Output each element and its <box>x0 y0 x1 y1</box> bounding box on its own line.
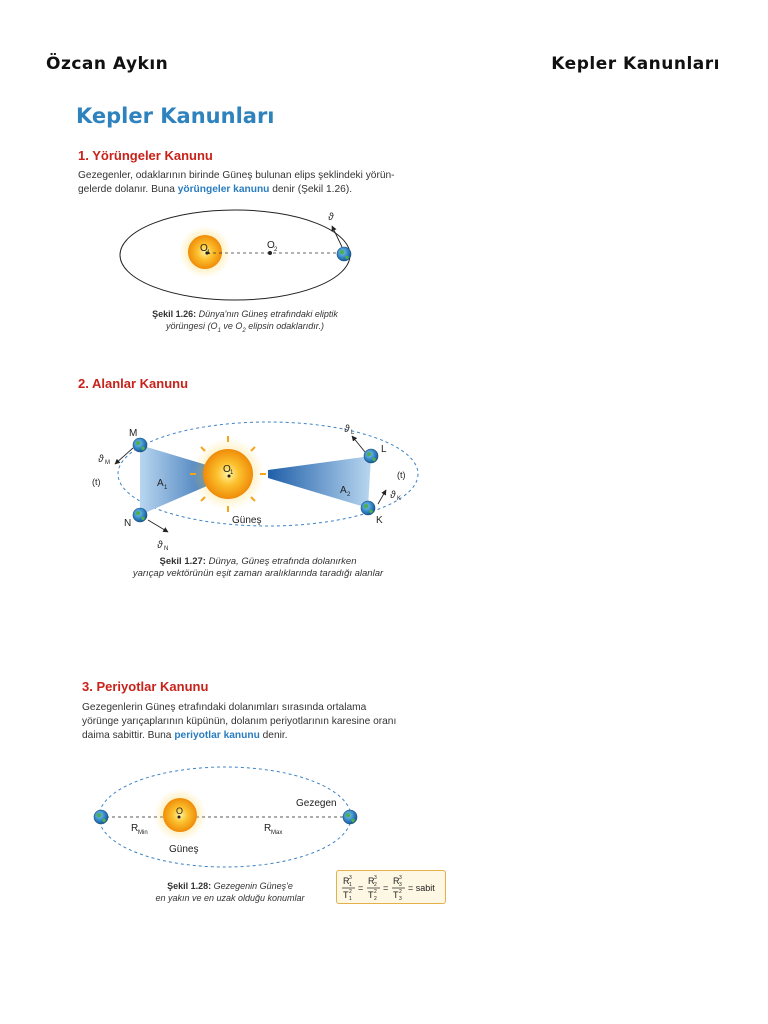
earth-icon <box>337 247 351 261</box>
planet-label: Gezegen <box>296 798 337 809</box>
focus-label: O <box>267 240 275 251</box>
document-title: Kepler Kanunları <box>551 54 720 74</box>
svg-text:3: 3 <box>399 882 402 888</box>
earth-icon <box>361 501 375 515</box>
svg-text:R: R <box>368 876 375 886</box>
svg-text:3: 3 <box>399 896 402 902</box>
velocity-arrow-k <box>378 490 386 504</box>
velocity-arrow-n <box>148 520 168 532</box>
figure-caption-1-28: Şekil 1.28: Gezegenin Güneş'e en yakın ve en uzak olduğu konumlar <box>155 881 305 903</box>
r-max-sub: Max <box>271 830 283 836</box>
velocity-label: ϑ <box>157 540 163 551</box>
formula-graphic <box>337 871 445 903</box>
velocity-label: ϑ <box>98 454 104 465</box>
author-name: Özcan Aykın <box>46 54 169 74</box>
areas-diagram <box>88 412 418 557</box>
point-label-m: M <box>129 428 138 439</box>
earth-icon <box>94 810 108 824</box>
area-label-sub: 1 <box>164 485 168 491</box>
section-title-orbits: 1. Yörüngeler Kanunu <box>78 148 213 163</box>
svg-text:2: 2 <box>374 889 377 895</box>
focus-label: O <box>176 806 184 816</box>
area-label: A <box>340 485 347 496</box>
velocity-label-sub: K <box>397 496 402 502</box>
figure-caption-1-27: Şekil 1.27: Dünya, Güneş etrafında dolanırken yarıçap vektörünün eşit zaman aralıklarında taradığı alanlar <box>132 556 384 579</box>
section-text-periods: Gezegenlerin Güneş etrafındaki dolanımları sırasında ortalama yörünge yarıçaplarının küpünün, dolanım periyotlarının karesine oranı daima sabittir. Buna periyotlar kanunu denir. <box>82 702 397 741</box>
svg-text:= sabit: = sabit <box>408 883 435 893</box>
svg-text:R: R <box>343 876 350 886</box>
svg-text:2: 2 <box>349 889 352 895</box>
time-label: (t) <box>397 470 406 480</box>
svg-text:3: 3 <box>399 875 402 881</box>
page-title: Kepler Kanunları <box>76 104 275 128</box>
svg-text:R: R <box>393 876 400 886</box>
earth-icon <box>343 810 357 824</box>
svg-text:=: = <box>383 883 389 893</box>
sun-label: Güneş <box>232 515 262 526</box>
point-label-n: N <box>124 518 132 529</box>
svg-text:2: 2 <box>374 882 377 888</box>
earth-icon <box>133 508 147 522</box>
elliptical-orbit <box>120 210 350 300</box>
earth-icon <box>133 438 147 452</box>
velocity-label: ϑ <box>328 212 334 223</box>
highlight-term: periyotlar kanunu <box>174 730 260 741</box>
section-text-orbits: Gezegenler, odaklarının birinde Güneş bulunan elips şeklindeki yörün- gelerde dolanır. Buna yörüngeler kanunu denir (Şekil 1.26). <box>78 170 395 195</box>
section-title-periods: 3. Periyotlar Kanunu <box>82 679 209 694</box>
kepler-third-law-formula <box>336 870 446 904</box>
focus-label-sub: 1 <box>230 470 234 476</box>
focus-label-sub: 1 <box>207 250 211 256</box>
velocity-arrow-l <box>352 436 365 452</box>
swept-area-a2 <box>268 456 371 508</box>
highlight-term: yörüngeler kanunu <box>177 184 270 195</box>
svg-text:T: T <box>393 890 399 900</box>
svg-text:T: T <box>343 890 349 900</box>
svg-text:=: = <box>358 883 364 893</box>
r-min-sub: Min <box>138 830 148 836</box>
svg-text:3: 3 <box>374 875 377 881</box>
focus-label: O <box>200 243 208 254</box>
point-label-k: K <box>376 515 383 526</box>
point-label-l: L <box>381 444 387 455</box>
time-label: (t) <box>92 477 101 487</box>
sun-label: Güneş <box>169 844 199 855</box>
svg-text:2: 2 <box>399 889 402 895</box>
focus-point <box>268 251 272 255</box>
velocity-arrow-m <box>115 448 133 464</box>
figure-caption-1-26: Şekil 1.26: Dünya'nın Güneş etrafındaki eliptik yörüngesi ($O_1$ ve $O_2$ elipsin odaklarıdır.) <box>152 309 338 334</box>
r-min-label: R <box>131 823 139 834</box>
focus-label: O <box>223 464 231 475</box>
area-label-sub: 2 <box>347 492 351 498</box>
svg-text:T: T <box>368 890 374 900</box>
orbit-diagram <box>110 200 380 305</box>
velocity-label-sub: M <box>105 460 110 466</box>
periods-diagram <box>88 760 368 870</box>
svg-text:2: 2 <box>374 896 377 902</box>
focus-label-sub: 2 <box>274 247 278 253</box>
earth-icon <box>364 449 378 463</box>
area-label: A <box>157 478 164 489</box>
velocity-label-sub: N <box>164 546 169 552</box>
velocity-label: ϑ <box>344 424 350 435</box>
svg-text:1: 1 <box>349 896 352 902</box>
svg-text:1: 1 <box>349 882 352 888</box>
section-title-areas: 2. Alanlar Kanunu <box>78 376 189 391</box>
velocity-label-sub: L <box>351 430 355 436</box>
velocity-label: ϑ <box>390 490 396 501</box>
r-max-label: R <box>264 823 272 834</box>
svg-text:3: 3 <box>349 875 352 881</box>
